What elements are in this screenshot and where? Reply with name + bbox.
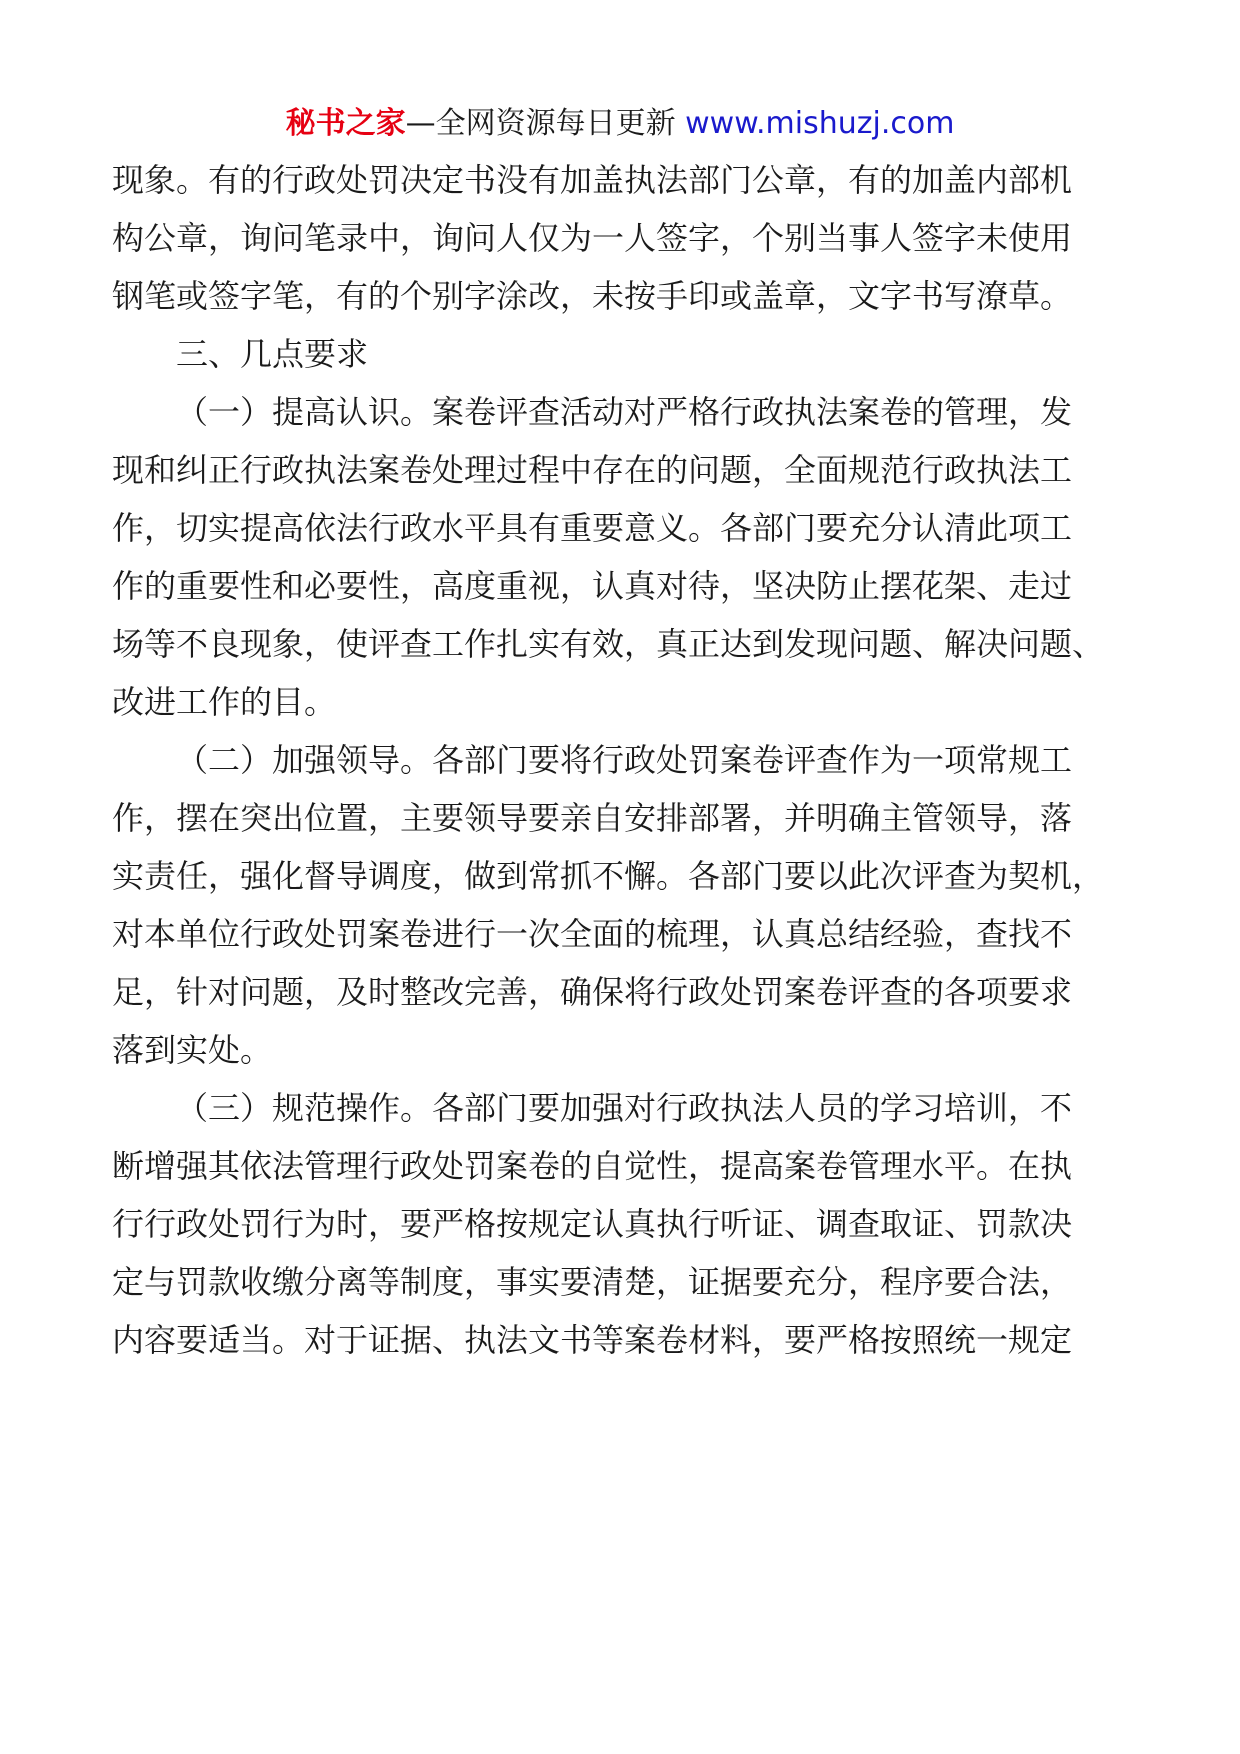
text-line: 对本单位行政处罚案卷进行一次全面的梳理，认真总结经验，查找不 [112,915,1073,953]
text-line: 落到实处。 [112,1031,273,1069]
text-line: （一）提高认识。案卷评查活动对严格行政执法案卷的管理，发 [176,393,1073,431]
text-line: 断增强其依法管理行政处罚案卷的自觉性，提高案卷管理水平。在执 [112,1147,1073,1185]
text-line: （二）加强领导。各部门要将行政处罚案卷评查作为一项常规工 [176,741,1073,779]
text-line: 作的重要性和必要性，高度重视，认真对待，坚决防止摆花架、走过 [112,567,1073,605]
text-line: 改进工作的目。 [112,683,337,721]
text-line: 内容要适当。对于证据、执法文书等案卷材料，要严格按照统一规定 [112,1321,1073,1359]
text-line: 作，摆在突出位置，主要领导要亲自安排部署，并明确主管领导，落 [112,799,1073,837]
text-line: 构公章，询问笔录中，询问人仅为一人签字，个别当事人签字未使用 [112,219,1073,257]
section-heading: 三、几点要求 [176,335,369,373]
text-line: （三）规范操作。各部门要加强对行政执法人员的学习培训，不 [176,1089,1073,1127]
text-line: 足，针对问题，及时整改完善，确保将行政处罚案卷评查的各项要求 [112,973,1073,1011]
text-line: 作，切实提高依法行政水平具有重要意义。各部门要充分认清此项工 [112,509,1073,547]
text-line: 现象。有的行政处罚决定书没有加盖执法部门公章，有的加盖内部机 [112,161,1073,199]
text-line: 定与罚款收缴分离等制度，事实要清楚，证据要充分，程序要合法， [112,1263,1073,1301]
text-line: 现和纠正行政执法案卷处理过程中存在的问题，全面规范行政执法工 [112,451,1073,489]
text-line: 钢笔或签字笔，有的个别字涂改，未按手印或盖章，文字书写潦草。 [112,277,1073,315]
text-line: 行行政处罚行为时，要严格按规定认真执行听证、调查取证、罚款决 [112,1205,1073,1243]
text-line: 场等不良现象，使评查工作扎实有效，真正达到发现问题、解决问题、 [112,625,1105,663]
text-line: 实责任，强化督导调度，做到常抓不懈。各部门要以此次评查为契机， [112,857,1105,895]
site-header [0,104,1240,144]
site-url-link[interactable]: www.mishuzj.com [685,106,955,141]
brand-name: 秘书之家 [285,106,406,141]
header-tagline: —全网资源每日更新 [405,106,686,141]
